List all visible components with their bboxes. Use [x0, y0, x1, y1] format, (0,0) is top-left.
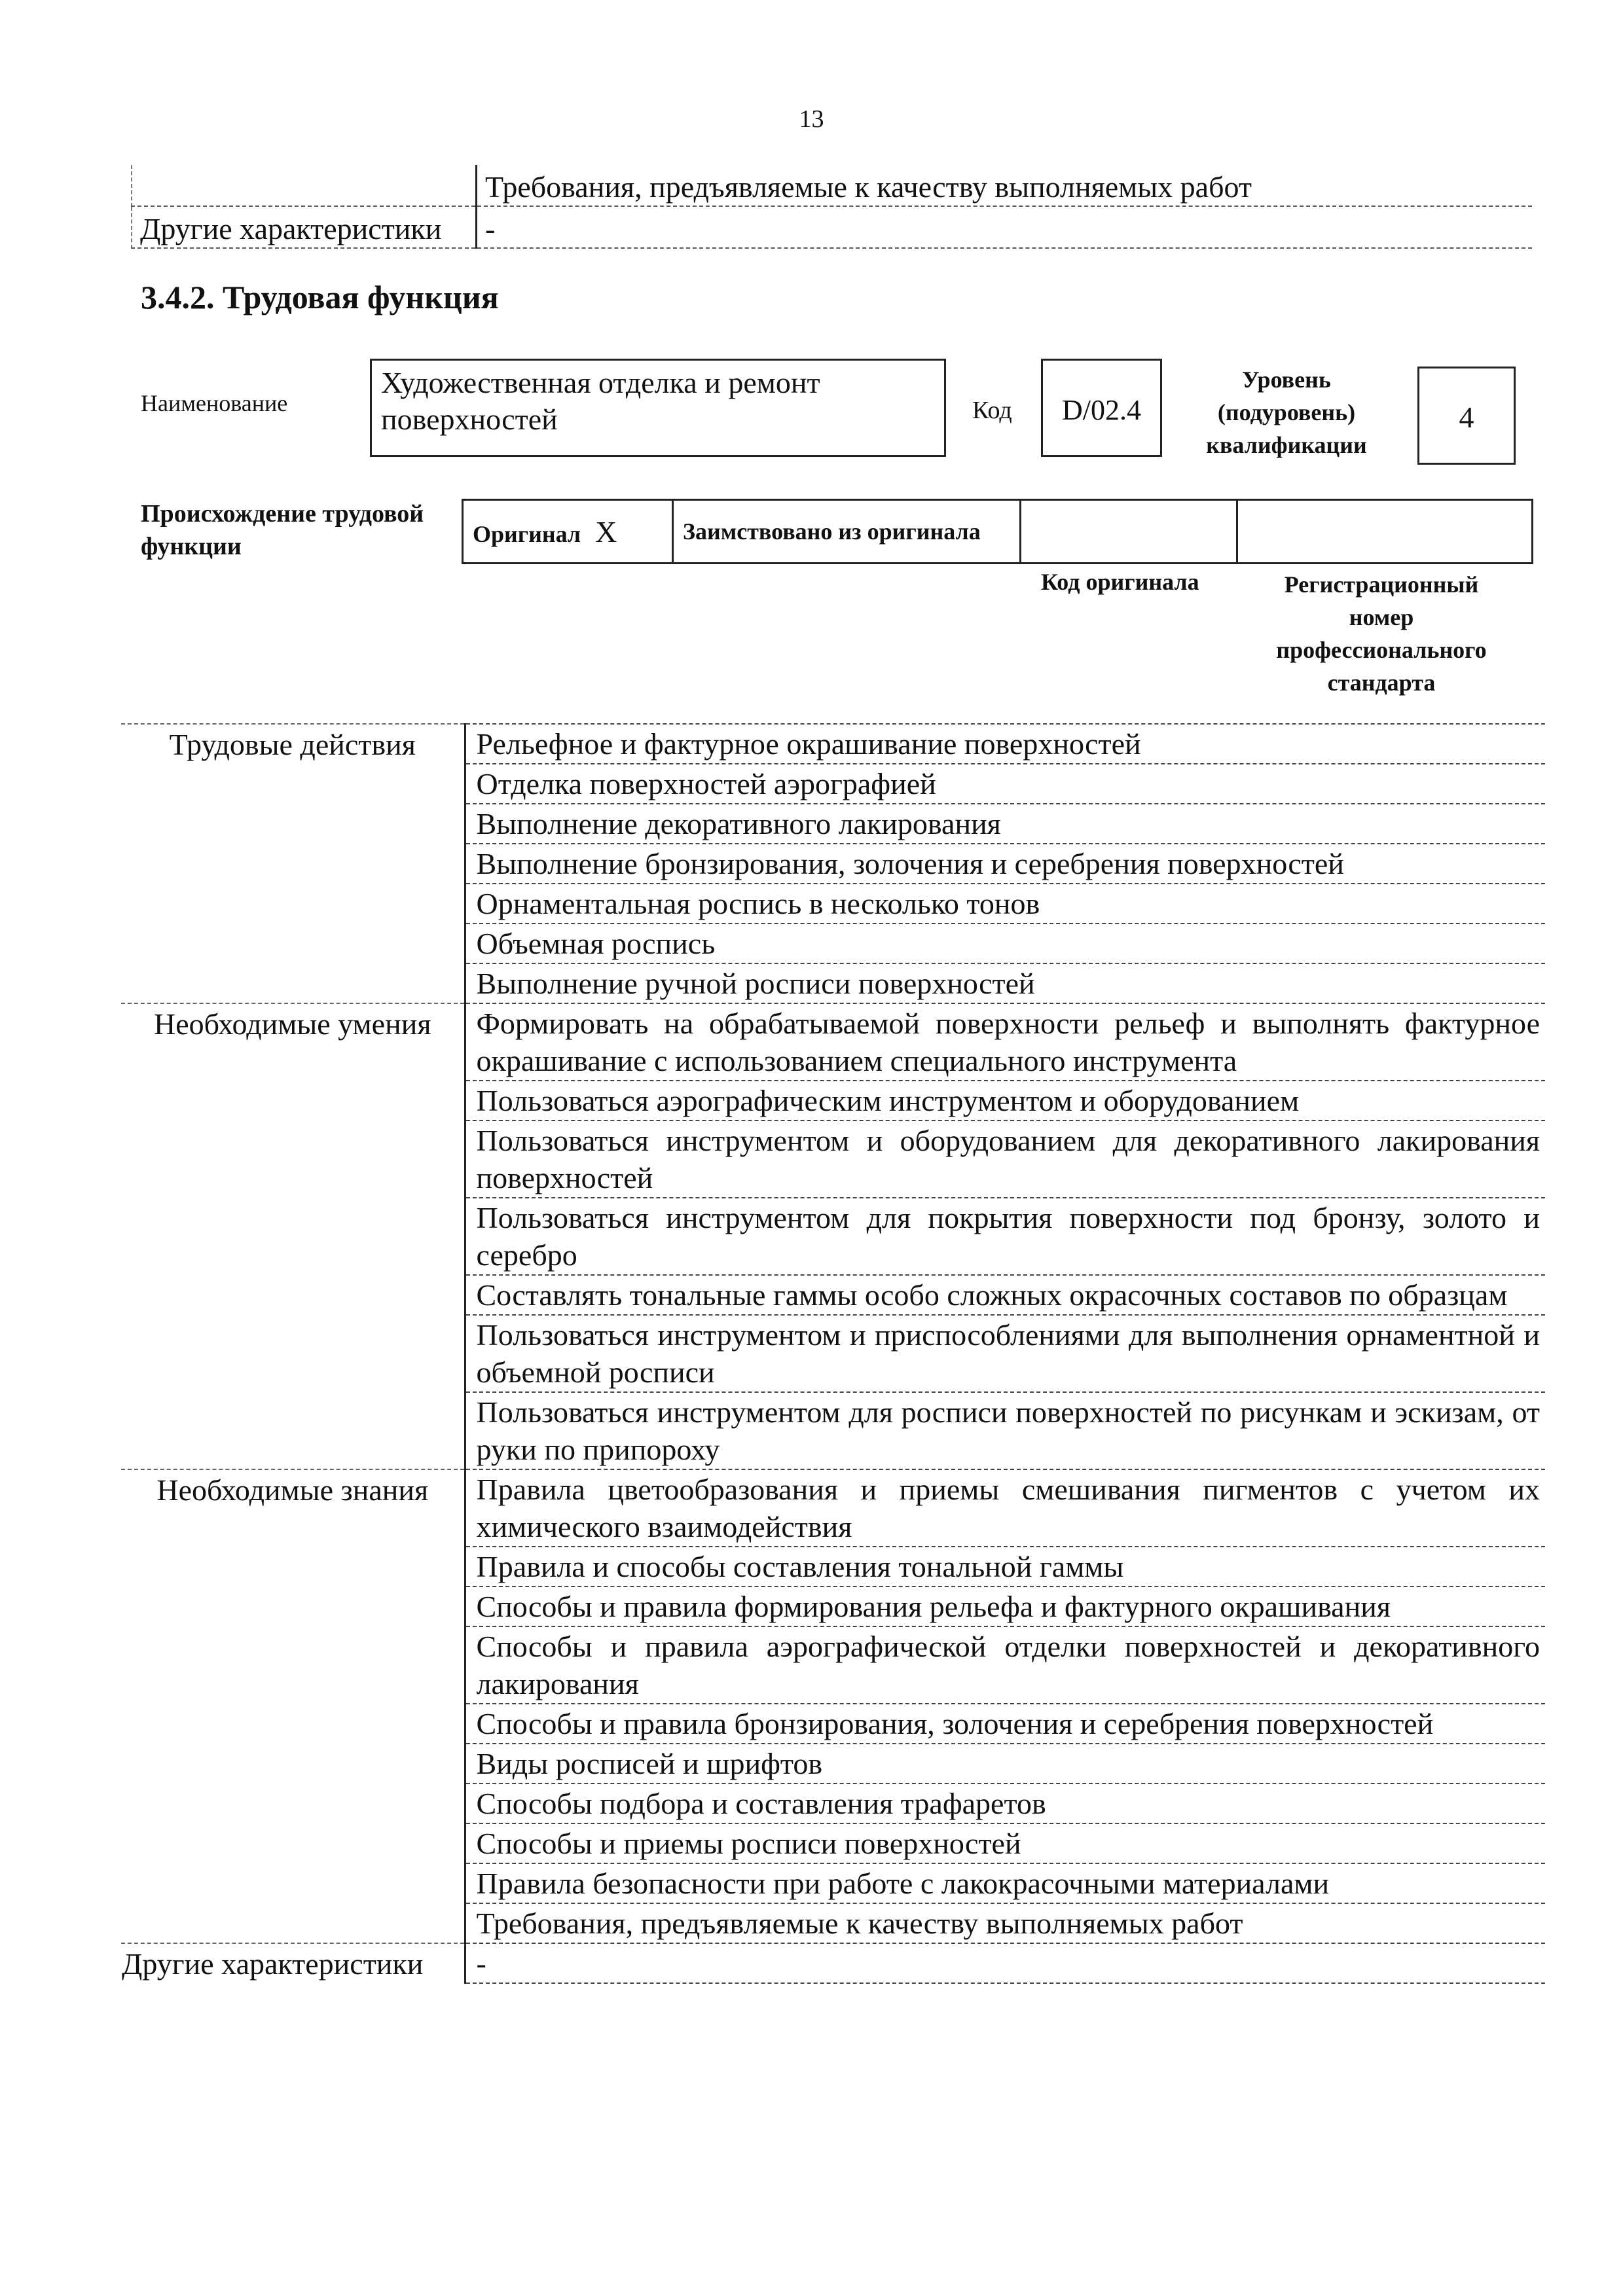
qualification-level-label: Уровень (подуровень) квалификации [1206, 367, 1367, 458]
code-label: Код [972, 397, 1012, 424]
list-item: Способы подбора и составления трафаретов [465, 1784, 1545, 1823]
table-row [132, 165, 1532, 206]
code-value-box: D/02.4 [1041, 359, 1162, 457]
origin-table [462, 499, 1533, 564]
list-item: Выполнение бронзирования, золочения и серебрения поверхностей [465, 844, 1545, 884]
list-item: Правила и способы составления тональной гаммы [465, 1547, 1545, 1587]
function-details-table [121, 723, 1545, 1984]
list-item: Орнаментальная роспись в несколько тонов [465, 884, 1545, 924]
empty-label-cell [132, 165, 477, 206]
list-item: Пользоваться аэрографическим инструментом и оборудованием [465, 1081, 1545, 1121]
section-label-actions: Трудовые действия [121, 724, 465, 1003]
code-original-caption: Код оригинала [1041, 569, 1199, 595]
list-item: Пользоваться инструментом и приспособлениями для выполнения орнаментной и объемной росписи [465, 1315, 1545, 1392]
quality-requirements-cell: Требования, предъявляемые к качеству выполняемых работ [477, 165, 1533, 206]
list-item: Пользоваться инструментом и оборудованием для декоративного лакирования поверхностей [465, 1121, 1545, 1198]
list-item: Отделка поверхностей аэрографией [465, 764, 1545, 804]
page-number: 13 [799, 105, 824, 133]
list-item: Правила цветообразования и приемы смешивания пигментов с учетом их химического взаимодействия [465, 1469, 1545, 1547]
list-item: Пользоваться инструментом для росписи поверхностей по рисункам и эскизам, от руки по припороху [465, 1392, 1545, 1469]
top-continuation-table [131, 165, 1532, 249]
list-item: Рельефное и фактурное окрашивание поверхностей [465, 724, 1545, 764]
other-characteristics-value: - [477, 206, 1533, 248]
list-item: Составлять тональные гаммы особо сложных окрасочных составов по образцам [465, 1275, 1545, 1315]
list-item: Способы и правила аэрографической отделки поверхностей и декоративного лакирования [465, 1626, 1545, 1704]
other-characteristics-value: - [465, 1943, 1545, 1983]
table-row [121, 1003, 1545, 1081]
original-mark: X [595, 514, 617, 548]
list-item: Выполнение декоративного лакирования [465, 804, 1545, 844]
original-label: Оригинал [473, 520, 581, 547]
original-cell [463, 500, 673, 564]
table-row [121, 1469, 1545, 1547]
code-original-cell [1021, 500, 1237, 564]
list-item: Формировать на обрабатываемой поверхности рельеф и выполнять фактурное окрашивание с использованием специального инструмента [465, 1003, 1545, 1081]
origin-label: Происхождение трудовой функции [141, 500, 424, 560]
list-item: Виды росписей и шрифтов [465, 1744, 1545, 1784]
function-name-box: Художественная отделка и ремонт поверхностей [370, 359, 946, 457]
section-heading: 3.4.2. Трудовая функция [141, 279, 499, 315]
list-item: Выполнение ручной росписи поверхностей [465, 963, 1545, 1003]
table-row [463, 500, 1533, 564]
list-item: Способы и приемы росписи поверхностей [465, 1823, 1545, 1863]
table-row [132, 206, 1532, 248]
name-label: Наименование [141, 390, 288, 416]
reg-number-caption: Регистрационный номер профессионального стандарта [1276, 571, 1487, 696]
list-item: Способы и правила бронзирования, золочения и серебрения поверхностей [465, 1704, 1545, 1744]
list-item: Пользоваться инструментом для покрытия поверхности под бронзу, золото и серебро [465, 1198, 1545, 1275]
reg-number-cell [1237, 500, 1533, 564]
other-characteristics-label: Другие характеристики [132, 206, 477, 248]
borrowed-cell: Заимствовано из оригинала [673, 500, 1021, 564]
list-item: Требования, предъявляемые к качеству выполняемых работ [465, 1903, 1545, 1943]
table-row [121, 1943, 1545, 1983]
section-label-knowledge: Необходимые знания [121, 1469, 465, 1943]
section-label-skills: Необходимые умения [121, 1003, 465, 1469]
table-row [121, 724, 1545, 764]
qualification-level-box: 4 [1417, 367, 1516, 465]
list-item: Правила безопасности при работе с лакокрасочными материалами [465, 1863, 1545, 1903]
list-item: Способы и правила формирования рельефа и фактурного окрашивания [465, 1587, 1545, 1626]
list-item: Объемная роспись [465, 924, 1545, 963]
section-label-other: Другие характеристики [121, 1943, 465, 1983]
